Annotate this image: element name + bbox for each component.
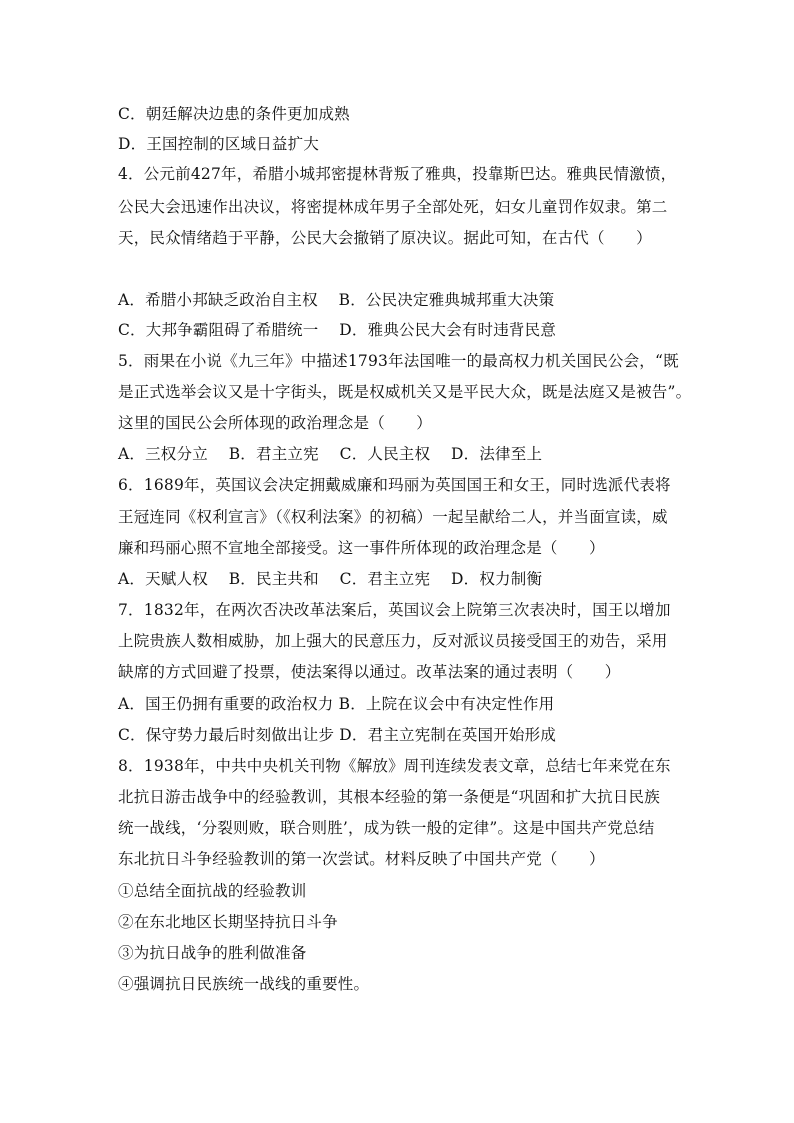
question-5-line: 这里的国民公会所体现的政治理念是（ ） (118, 414, 433, 432)
question-6-line: 廉和玛丽心照不宣地全部接受。这一事件所体现的政治理念是（ ） (118, 539, 605, 557)
statement-item: ③为抗日战争的胜利做准备 (118, 944, 307, 962)
question-8-line: 统一战线，‘分裂则败，联合则胜’，成为铁一般的定律”。这是中国共产党总结 (118, 819, 655, 837)
question-8-line: 8．1938年，中共中央机关刊物《解放》周刊连续发表文章，总结七年来党在东 (118, 757, 671, 775)
statement-item: ①总结全面抗战的经验教训 (118, 882, 307, 900)
question-4-line: 4．公元前427年，希腊小城邦密提林背叛了雅典，投靠斯巴达。雅典民情激愤， (118, 165, 677, 183)
question-8-line: 东北抗日斗争经验教训的第一次尝试。材料反映了中国共产党（ ） (118, 850, 605, 868)
question-7-line: 缺席的方式回避了投票，使法案得以通过。改革法案的通过表明（ ） (118, 663, 621, 681)
question-4-line: 天，民众情绪趋于平静，公民大会撤销了原决议。据此可知，在古代（ ） (118, 229, 652, 247)
option-line: A．三权分立 B．君主立宪 C．人民主权 D．法律至上 (118, 445, 543, 463)
option-line: C．大邦争霸阻碍了希腊统一 D．雅典公民大会有时违背民意 (118, 321, 557, 339)
option-line: C．保守势力最后时刻做出让步 D．君主立宪制在英国开始形成 (118, 726, 557, 744)
statement-item: ②在东北地区长期坚持抗日斗争 (118, 913, 338, 931)
question-6-line: 王冠连同《权利宣言》（《权利法案》的初稿）一起呈献给二人，并当面宣读，威 (118, 508, 668, 526)
option-line: A．天赋人权 B．民主共和 C．君主立宪 D．权力制衡 (118, 570, 543, 588)
question-7-line: 7．1832年，在两次否决改革法案后，英国议会上院第三次表决时，国王以增加 (118, 601, 671, 619)
question-5-line: 5．雨果在小说《九三年》中描述1793年法国唯一的最高权力机关国民公会，“既 (118, 352, 679, 370)
question-8-line: 北抗日游击战争中的经验教训，其根本经验的第一条便是“巩固和扩大抗日民族 (118, 788, 660, 806)
option-line: C．朝廷解决边患的条件更加成熟 (118, 105, 350, 123)
question-4-line: 公民大会迅速作出决议，将密提林成年男子全部处死，妇女儿童罚作奴隶。第二 (118, 198, 668, 216)
statement-item: ④强调抗日民族统一战线的重要性。 (118, 975, 370, 993)
question-7-line: 上院贵族人数相威胁，加上强大的民意压力，反对派议员接受国王的劝告，采用 (118, 632, 668, 650)
option-line: A．希腊小邦缺乏政治自主权 B．公民决定雅典城邦重大决策 (118, 291, 555, 309)
option-line: D．王国控制的区域日益扩大 (118, 135, 320, 153)
question-5-line: 是正式选举会议又是十字街头，既是权威机关又是平民大众，既是法庭又是被告”。 (118, 383, 692, 401)
question-6-line: 6．1689年，英国议会决定拥戴威廉和玛丽为英国国王和女王，同时选派代表将 (118, 476, 671, 494)
option-line: A．国王仍拥有重要的政治权力 B．上院在议会中有决定性作用 (118, 695, 555, 713)
